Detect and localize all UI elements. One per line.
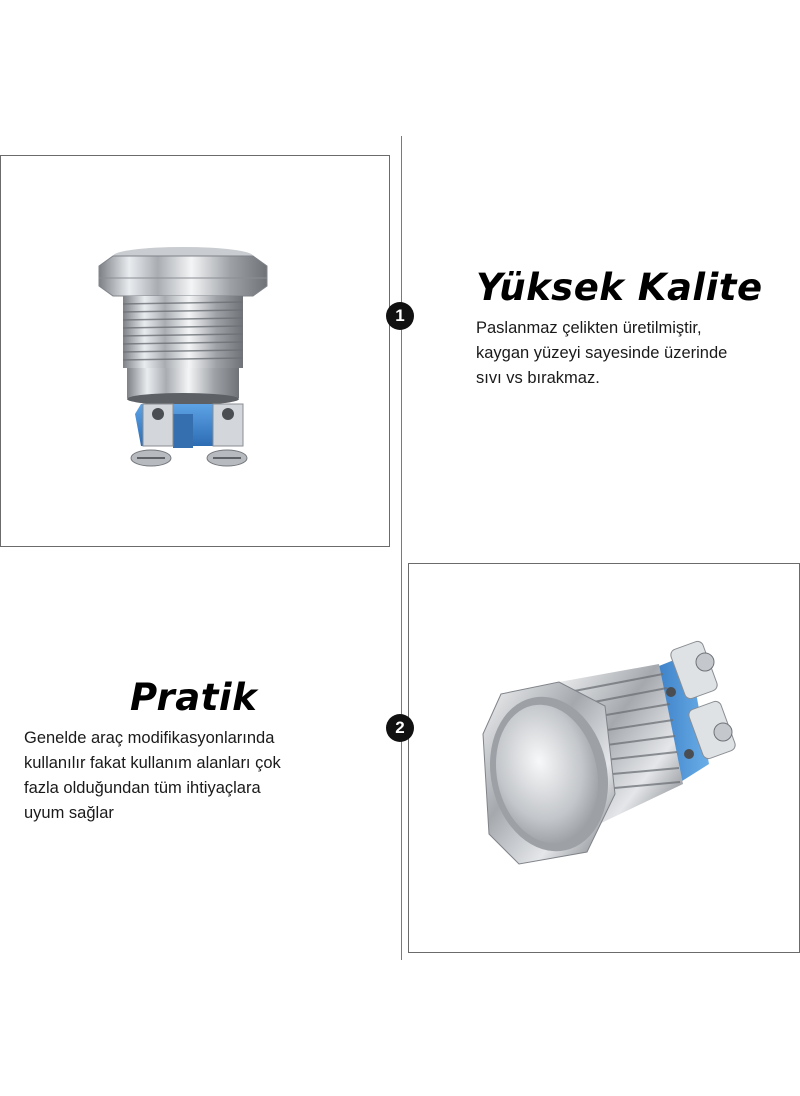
push-button-switch-side-view-image bbox=[1, 156, 389, 546]
feature-2-line-1: Genelde araç modifikasyonlarında bbox=[24, 729, 275, 747]
push-button-switch-angled-view-image bbox=[409, 564, 799, 952]
feature-2-line-2: kullanılır fakat kullanım alanları çok bbox=[24, 754, 281, 772]
feature-description-2 bbox=[24, 726, 281, 826]
feature-title-1: Yüksek Kalite bbox=[476, 266, 763, 309]
feature-1-line-1: Paslanmaz çelikten üretilmiştir, bbox=[476, 319, 702, 337]
center-divider bbox=[401, 136, 402, 960]
feature-2-line-3: fazla olduğundan tüm ihtiyaçlara bbox=[24, 779, 261, 797]
feature-2-line-4: uyum sağlar bbox=[24, 804, 114, 822]
feature-title-2: Pratik bbox=[130, 676, 258, 719]
feature-description-1 bbox=[476, 316, 727, 391]
product-image-frame-2 bbox=[408, 563, 800, 953]
step-badge-1: 1 bbox=[386, 302, 414, 330]
feature-1-line-2: kaygan yüzeyi sayesinde üzerinde bbox=[476, 344, 728, 362]
feature-1-line-3: sıvı vs bırakmaz. bbox=[476, 369, 600, 387]
step-badge-2: 2 bbox=[386, 714, 414, 742]
product-image-frame-1 bbox=[0, 155, 390, 547]
